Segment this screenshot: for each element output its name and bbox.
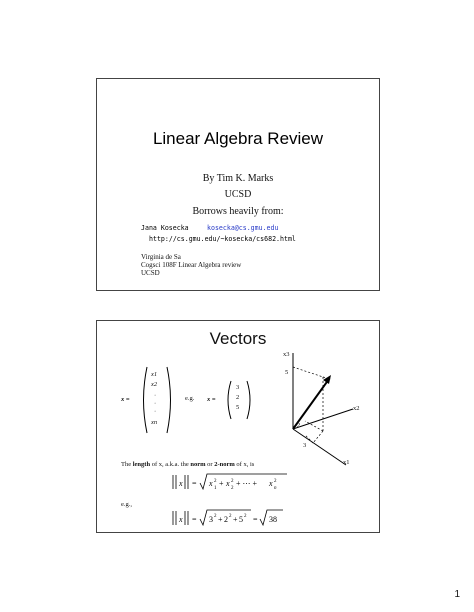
- page-number: 1: [454, 589, 460, 600]
- example-entry: 2: [236, 394, 240, 401]
- svg-text:+: +: [219, 479, 224, 488]
- example-entry: 5: [236, 404, 240, 411]
- credit2-line2: Cogsci 108F Linear Algebra review: [141, 261, 242, 269]
- eg-label: e.g.: [185, 395, 195, 402]
- svg-text:2: 2: [214, 514, 217, 519]
- svg-text:=: =: [192, 479, 197, 488]
- svg-text:3: 3: [209, 515, 213, 524]
- slide-vectors: [96, 320, 380, 533]
- vector-x-symbol: x =: [121, 396, 130, 403]
- svg-text:38: 38: [269, 515, 277, 524]
- example-x-symbol: x =: [207, 396, 216, 403]
- svg-text:1: 1: [214, 486, 217, 491]
- svg-text:x: x: [269, 479, 273, 488]
- axis-tick-5: 5: [285, 369, 289, 376]
- vector-entry: ·: [154, 392, 157, 399]
- svg-text:=: =: [192, 515, 197, 524]
- borrows-line: Borrows heavily from:: [192, 206, 284, 217]
- norm-formula: [171, 471, 291, 493]
- axis-tick-2: 2: [297, 422, 301, 429]
- credit-url-link[interactable]: http://cs.gmu.edu/~kosecka/cs682.html: [149, 235, 296, 243]
- example-entry: 3: [236, 384, 240, 391]
- svg-text:=: =: [253, 515, 258, 524]
- axis-label-x3: x3: [283, 351, 290, 358]
- svg-text:2: 2: [224, 515, 228, 524]
- credit2-line1: Virginia de Sa: [141, 253, 181, 261]
- svg-text:n: n: [274, 486, 277, 491]
- eg2-label: e.g.,: [121, 501, 133, 508]
- vector-entry: xn: [151, 419, 158, 426]
- svg-text:5: 5: [239, 515, 243, 524]
- svg-text:x: x: [179, 479, 183, 488]
- vector-entry: ·: [154, 408, 157, 415]
- credit-email-link[interactable]: kosecka@cs.gmu.edu: [207, 224, 279, 232]
- length-definition: The length of x, a.k.a. the norm or 2-norm of x, is: [121, 461, 255, 468]
- slide-title: [96, 78, 380, 291]
- norm-example-formula: [171, 507, 291, 529]
- svg-text:2: 2: [244, 514, 247, 519]
- svg-text:x: x: [226, 479, 230, 488]
- slide-title-heading: Linear Algebra Review: [152, 129, 324, 148]
- vector-entry: x1: [151, 371, 158, 378]
- axis-tick-3: 3: [303, 442, 307, 449]
- credit-name: Jana Kosecka: [141, 224, 189, 232]
- vector-entry: x2: [151, 381, 158, 388]
- axis-label-x1: x1: [343, 459, 350, 466]
- svg-text:2: 2: [229, 514, 232, 519]
- svg-text:+ ⋯ +: + ⋯ +: [236, 479, 258, 488]
- credit2-line3: UCSD: [141, 269, 160, 277]
- svg-text:2: 2: [231, 479, 234, 484]
- vector-entry: ·: [154, 400, 157, 407]
- institution-line: UCSD: [224, 189, 252, 200]
- author-line: By Tim K. Marks: [202, 173, 274, 184]
- svg-text:+: +: [218, 515, 223, 524]
- svg-text:x: x: [209, 479, 213, 488]
- svg-text:+: +: [233, 515, 238, 524]
- svg-text:2: 2: [214, 479, 217, 484]
- axis-label-x2: x2: [353, 405, 360, 412]
- svg-text:x: x: [179, 515, 183, 524]
- svg-text:2: 2: [231, 486, 234, 491]
- slide-vectors-heading: Vectors: [209, 329, 267, 348]
- svg-text:2: 2: [274, 479, 277, 484]
